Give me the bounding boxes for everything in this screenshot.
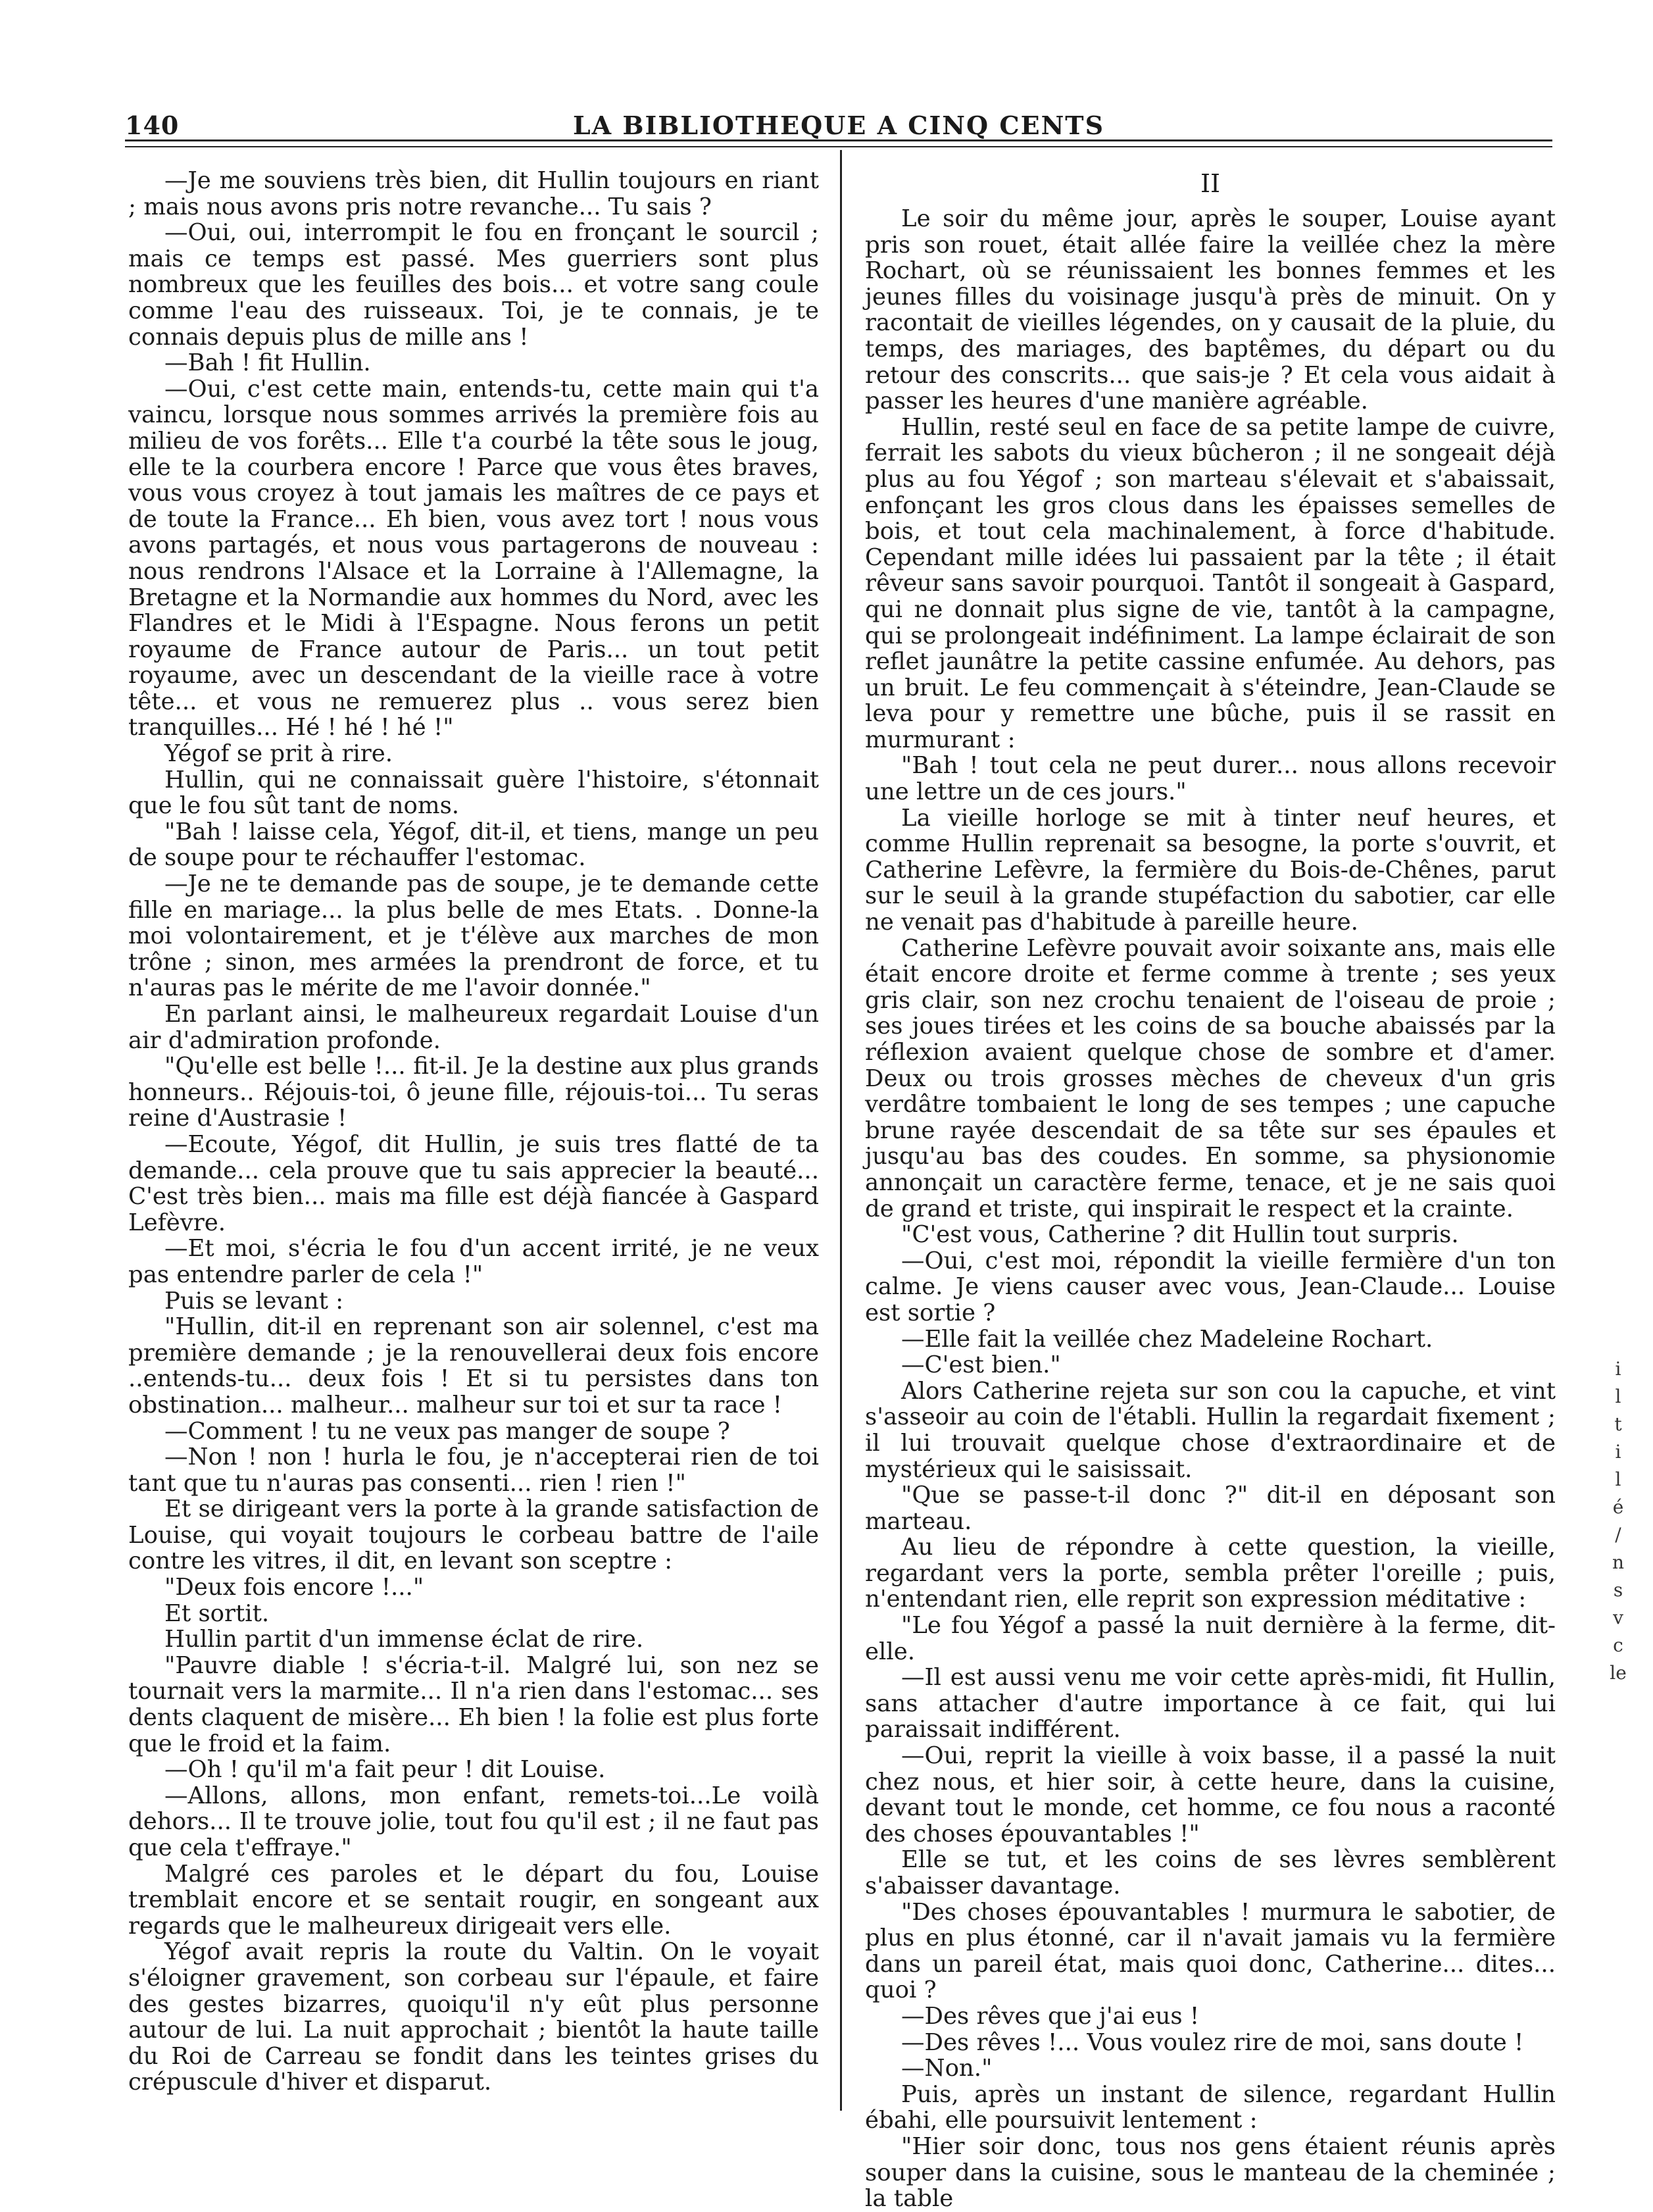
paragraph: —Je me souviens très bien, dit Hullin toujours en riant ; mais nous avons pris notre revanche... Tu sais ? (128, 167, 819, 220)
paragraph: —Oui, c'est moi, répondit la vieille fermière d'un ton calme. Je viens causer avec vous, Jean-Claude... Louise est sortie ? (865, 1247, 1556, 1326)
paragraph: "Hier soir donc, tous nos gens étaient réunis après souper dans la cuisine, sous le manteau de la cheminée ; la table (865, 2132, 1556, 2212)
margin-mark: l (1615, 1469, 1621, 1490)
right-column-text (865, 206, 1556, 2212)
paragraph: "Le fou Yégof a passé la nuit dernière à la ferme, dit-elle. (865, 1612, 1556, 1665)
paragraph: Le soir du même jour, après le souper, Louise ayant pris son rouet, était allée faire la veillée chez la mère Rochart, où se réunissaient les bonnes femmes et les jeunes filles du voisinage jusqu'à près de minuit. On y racontait de vieilles légendes, on y causait de la pluie, du temps, des mariages, des baptêmes, du départ ou du retour des conscrits... que sais-je ? Et cela vous aidait à passer les heures d'une manière agréable. (865, 205, 1556, 415)
margin-mark: v (1613, 1607, 1623, 1628)
paragraph: Et se dirigeant vers la porte à la grande satisfaction de Louise, qui voyait toujours le corbeau battre de l'aile contre les vitres, il dit, en levant son sceptre : (128, 1496, 819, 1575)
left-column (128, 168, 819, 2096)
paragraph: "Deux fois encore !..." (164, 1574, 424, 1601)
paragraph: La vieille horloge se mit à tinter neuf heures, et comme Hullin reprenait sa besogne, la porte s'ouvrit, et Catherine Lefèvre, la fermière du Bois-de-Chênes, parut sur le seuil à la grande stupéfaction du sabotier, car elle ne venait pas d'habitude à pareille heure. (865, 804, 1556, 936)
paragraph: —Des rêves !... Vous voulez rire de moi, sans doute ! (901, 2028, 1524, 2056)
column-divider (840, 150, 842, 2111)
paragraph: En parlant ainsi, le malheureux regardait Louise d'un air d'admiration profonde. (128, 1001, 819, 1054)
paragraph: Hullin partit d'un immense éclat de rire. (164, 1626, 644, 1653)
header-rule-bottom (125, 146, 1552, 147)
margin-mark: n (1612, 1551, 1625, 1573)
paragraph: "C'est vous, Catherine ? dit Hullin tout surpris. (901, 1221, 1459, 1249)
right-column (865, 168, 1556, 2212)
margin-mark: t (1614, 1413, 1622, 1435)
paragraph: Hullin, resté seul en face de sa petite lampe de cuivre, ferrait les sabots du vieux bûcheron ; il ne songeait déjà plus au fou Yégof ; son marteau s'élevait et s'abaissait, enfonçant les gros clous dans les épaisses semelles de bois, et tout cela machinalement, à force d'habitude. Cependant mille idées lui passaient par la tête ; il était rêveur sans savoir pourquoi. Tantôt il songeait à Gaspard, qui ne donnait plus signe de vie, tantôt à la campagne, qui se prolongeait indéfiniment. La lampe éclairait de son reflet jaunâtre la petite cassine enfumée. Au dehors, pas un bruit. Le feu commençait à s'éteindre, Jean-Claude se leva pour y remettre une bûche, puis il se rassit en murmurant : (865, 413, 1556, 753)
paragraph: Puis, après un instant de silence, regardant Hullin ébahi, elle poursuivit lentement : (865, 2080, 1556, 2134)
margin-mark: l (1615, 1386, 1621, 1407)
paragraph: —Non." (901, 2055, 993, 2082)
paragraph: —Oui, oui, interrompit le fou en fronçant le sourcil ; mais ce temps est passé. Mes guerriers sont plus nombreux que les feuilles des bois... et votre sang coule comme l'eau des ruisseaux. Toi, je te connais, je te connais depuis plus de mille ans ! (128, 219, 819, 351)
margin-mark: i (1615, 1441, 1621, 1463)
paragraph: —Comment ! tu ne veux pas manger de soupe ? (164, 1417, 730, 1445)
margin-mark: le (1610, 1662, 1627, 1684)
paragraph: Hullin, qui ne connaissait guère l'histoire, s'étonnait que le fou sût tant de noms. (128, 766, 819, 820)
margin-mark: / (1615, 1524, 1621, 1546)
paragraph: —Ecoute, Yégof, dit Hullin, je suis tres flatté de ta demande... cela prouve que tu sais apprecier la beauté... C'est très bien... mais ma fille est déjà fiancée à Gaspard Lefèvre. (128, 1130, 819, 1236)
paragraph: "Bah ! laisse cela, Yégof, dit-il, et tiens, mange un peu de soupe pour te réchauffer l'estomac. (128, 818, 819, 872)
paragraph: —Je ne te demande pas de soupe, je te demande cette fille en mariage... la plus belle de mes Etats. . Donne-la moi volontairement, et je t'élève aux marches de mon trône ; sinon, mes armées la prendront de force, et tu n'auras pas le mérite de me l'avoir donnée." (128, 870, 819, 1002)
margin-marks (1605, 1355, 1631, 1687)
paragraph: —Non ! non ! hurla le fou, je n'accepterai rien de toi tant que tu n'auras pas consenti... rien ! rien !" (128, 1444, 819, 1497)
paragraph: "Qu'elle est belle !... fit-il. Je la destine aux plus grands honneurs.. Réjouis-toi, ô jeune fille, réjouis-toi... Tu seras reine d'Austrasie ! (128, 1053, 819, 1132)
paragraph: Yégof avait repris la route du Valtin. On le voyait s'éloigner gravement, son corbeau sur l'épaule, et faire des gestes bizarres, quoiqu'il n'y eût plus personne autour de lui. La nuit approchait ; bientôt la haute taille du Roi de Carreau se fondit dans les teintes grises du crépuscule d'hiver et disparut. (128, 1938, 819, 2096)
paragraph: Elle se tut, et les coins de ses lèvres semblèrent s'abaisser davantage. (865, 1846, 1556, 1899)
paragraph: —Et moi, s'écria le fou d'un accent irrité, je ne veux pas entendre parler de cela !" (128, 1235, 819, 1288)
chapter-heading: II (1200, 169, 1221, 198)
margin-mark: i (1615, 1358, 1621, 1380)
header-rule-top (125, 139, 1552, 141)
paragraph: —C'est bien." (901, 1351, 1061, 1379)
paragraph: Au lieu de répondre à cette question, la vieille, regardant vers la porte, sembla prêter l'oreille ; puis, n'entendant rien, elle reprit son expression méditative : (865, 1534, 1556, 1613)
paragraph: "Bah ! tout cela ne peut durer... nous allons recevoir une lettre un de ces jours." (865, 752, 1556, 806)
page-number: 140 (125, 111, 180, 140)
paragraph: Puis se levant : (164, 1287, 344, 1315)
margin-mark: c (1613, 1634, 1623, 1656)
paragraph: —Allons, allons, mon enfant, remets-toi...Le voilà dehors... Il te trouve jolie, tout fou qu'il est ; il ne faut pas que cela t'effraye." (128, 1782, 819, 1861)
paragraph: —Bah ! fit Hullin. (164, 349, 371, 377)
paragraph: Malgré ces paroles et le départ du fou, Louise tremblait encore et se sentait rougir, en songeant aux regards que le malheureux dirigeait vers elle. (128, 1860, 819, 1940)
paragraph: —Il est aussi venu me voir cette après-midi, fit Hullin, sans attacher d'autre importance à ce fait, qui lui paraissait indifférent. (865, 1664, 1556, 1744)
paragraph: —Oui, c'est cette main, entends-tu, cette main qui t'a vaincu, lorsque nous sommes arrivés la première fois au milieu de vos forêts... Elle t'a courbé la tête sous le joug, elle te la courbera encore ! Parce que vous êtes braves, vous vous croyez à tout jamais les maîtres de ce pays et de toute la France... Eh bien, vous avez tort ! nous vous avons partagés, et nous vous partagerons de nouveau : nous rendrons l'Alsace et la Lorraine à l'Allemagne, la Bretagne et la Normandie aux hommes du Nord, avec les Flandres et le Midi à l'Espagne. Nous ferons un petit royaume de France autour de Paris... un tout petit royaume, avec un descendant de la vieille race à votre tête... et vous ne remuerez plus .. vous serez bien tranquilles... Hé ! hé ! hé !" (128, 375, 819, 742)
paragraph: "Pauvre diable ! s'écria-t-il. Malgré lui, son nez se tournait vers la marmite... Il n'a rien dans l'estomac... ses dents claquent de misère... Eh bien ! la folie est plus forte que le froid et la faim. (128, 1651, 819, 1757)
paragraph: "Que se passe-t-il donc ?" dit-il en déposant son marteau. (865, 1482, 1556, 1535)
paragraph: —Oh ! qu'il m'a fait peur ! dit Louise. (164, 1756, 606, 1784)
margin-mark: s (1613, 1579, 1623, 1601)
margin-mark: é (1612, 1496, 1624, 1518)
paragraph: Et sortit. (164, 1599, 270, 1627)
paragraph: —Des rêves que j'ai eus ! (901, 2002, 1200, 2030)
paragraph: "Hullin, dit-il en reprenant son air solennel, c'est ma première demande ; je la renouvellerai deux fois encore ..entends-tu... deux fois ! Et si tu persistes dans ton obstination... malheur... malheur sur toi et sur ta race ! (128, 1313, 819, 1419)
paragraph: Yégof se prit à rire. (164, 740, 393, 768)
paragraph: "Des choses épouvantables ! murmura le sabotier, de plus en plus étonné, car il n'avait jamais vu la fermière dans un pareil état, mais quoi donc, Catherine... dites... quoi ? (865, 1898, 1556, 2004)
paragraph: —Oui, reprit la vieille à voix basse, il a passé la nuit chez nous, et hier soir, à cette heure, dans la cuisine, devant tout le monde, cet homme, ce fou nous a raconté des choses épouvantables !" (865, 1742, 1556, 1848)
paragraph: Alors Catherine rejeta sur son cou la capuche, et vint s'asseoir au coin de l'établi. Hullin la regardait fixement ; il lui trouvait quelque chose d'extraordinaire et de mystérieux qui le saisissait. (865, 1377, 1556, 1483)
paragraph: Catherine Lefèvre pouvait avoir soixante ans, mais elle était encore droite et ferme comme à trente ; ses yeux gris clair, son nez crochu tenaient de l'oiseau de proie ; ses joues tirées et les coins de sa bouche abaissés par la réflexion avaient quelque chose de sombre et d'amer. Deux ou trois grosses mèches de cheveux d'un gris verdâtre tombaient le long de ses tempes ; une capuche brune rayée descendait de sa tête sur ses épaules et jusqu'au bas des coudes. En somme, sa physionomie annonçait un caractère ferme, tenace, et je ne sais quoi de grand et triste, qui inspirait le respect et la crainte. (865, 934, 1556, 1222)
running-title: LA BIBLIOTHEQUE A CINQ CENTS (572, 111, 1105, 140)
page-header (125, 99, 1552, 138)
paragraph: —Elle fait la veillée chez Madeleine Rochart. (901, 1325, 1433, 1353)
